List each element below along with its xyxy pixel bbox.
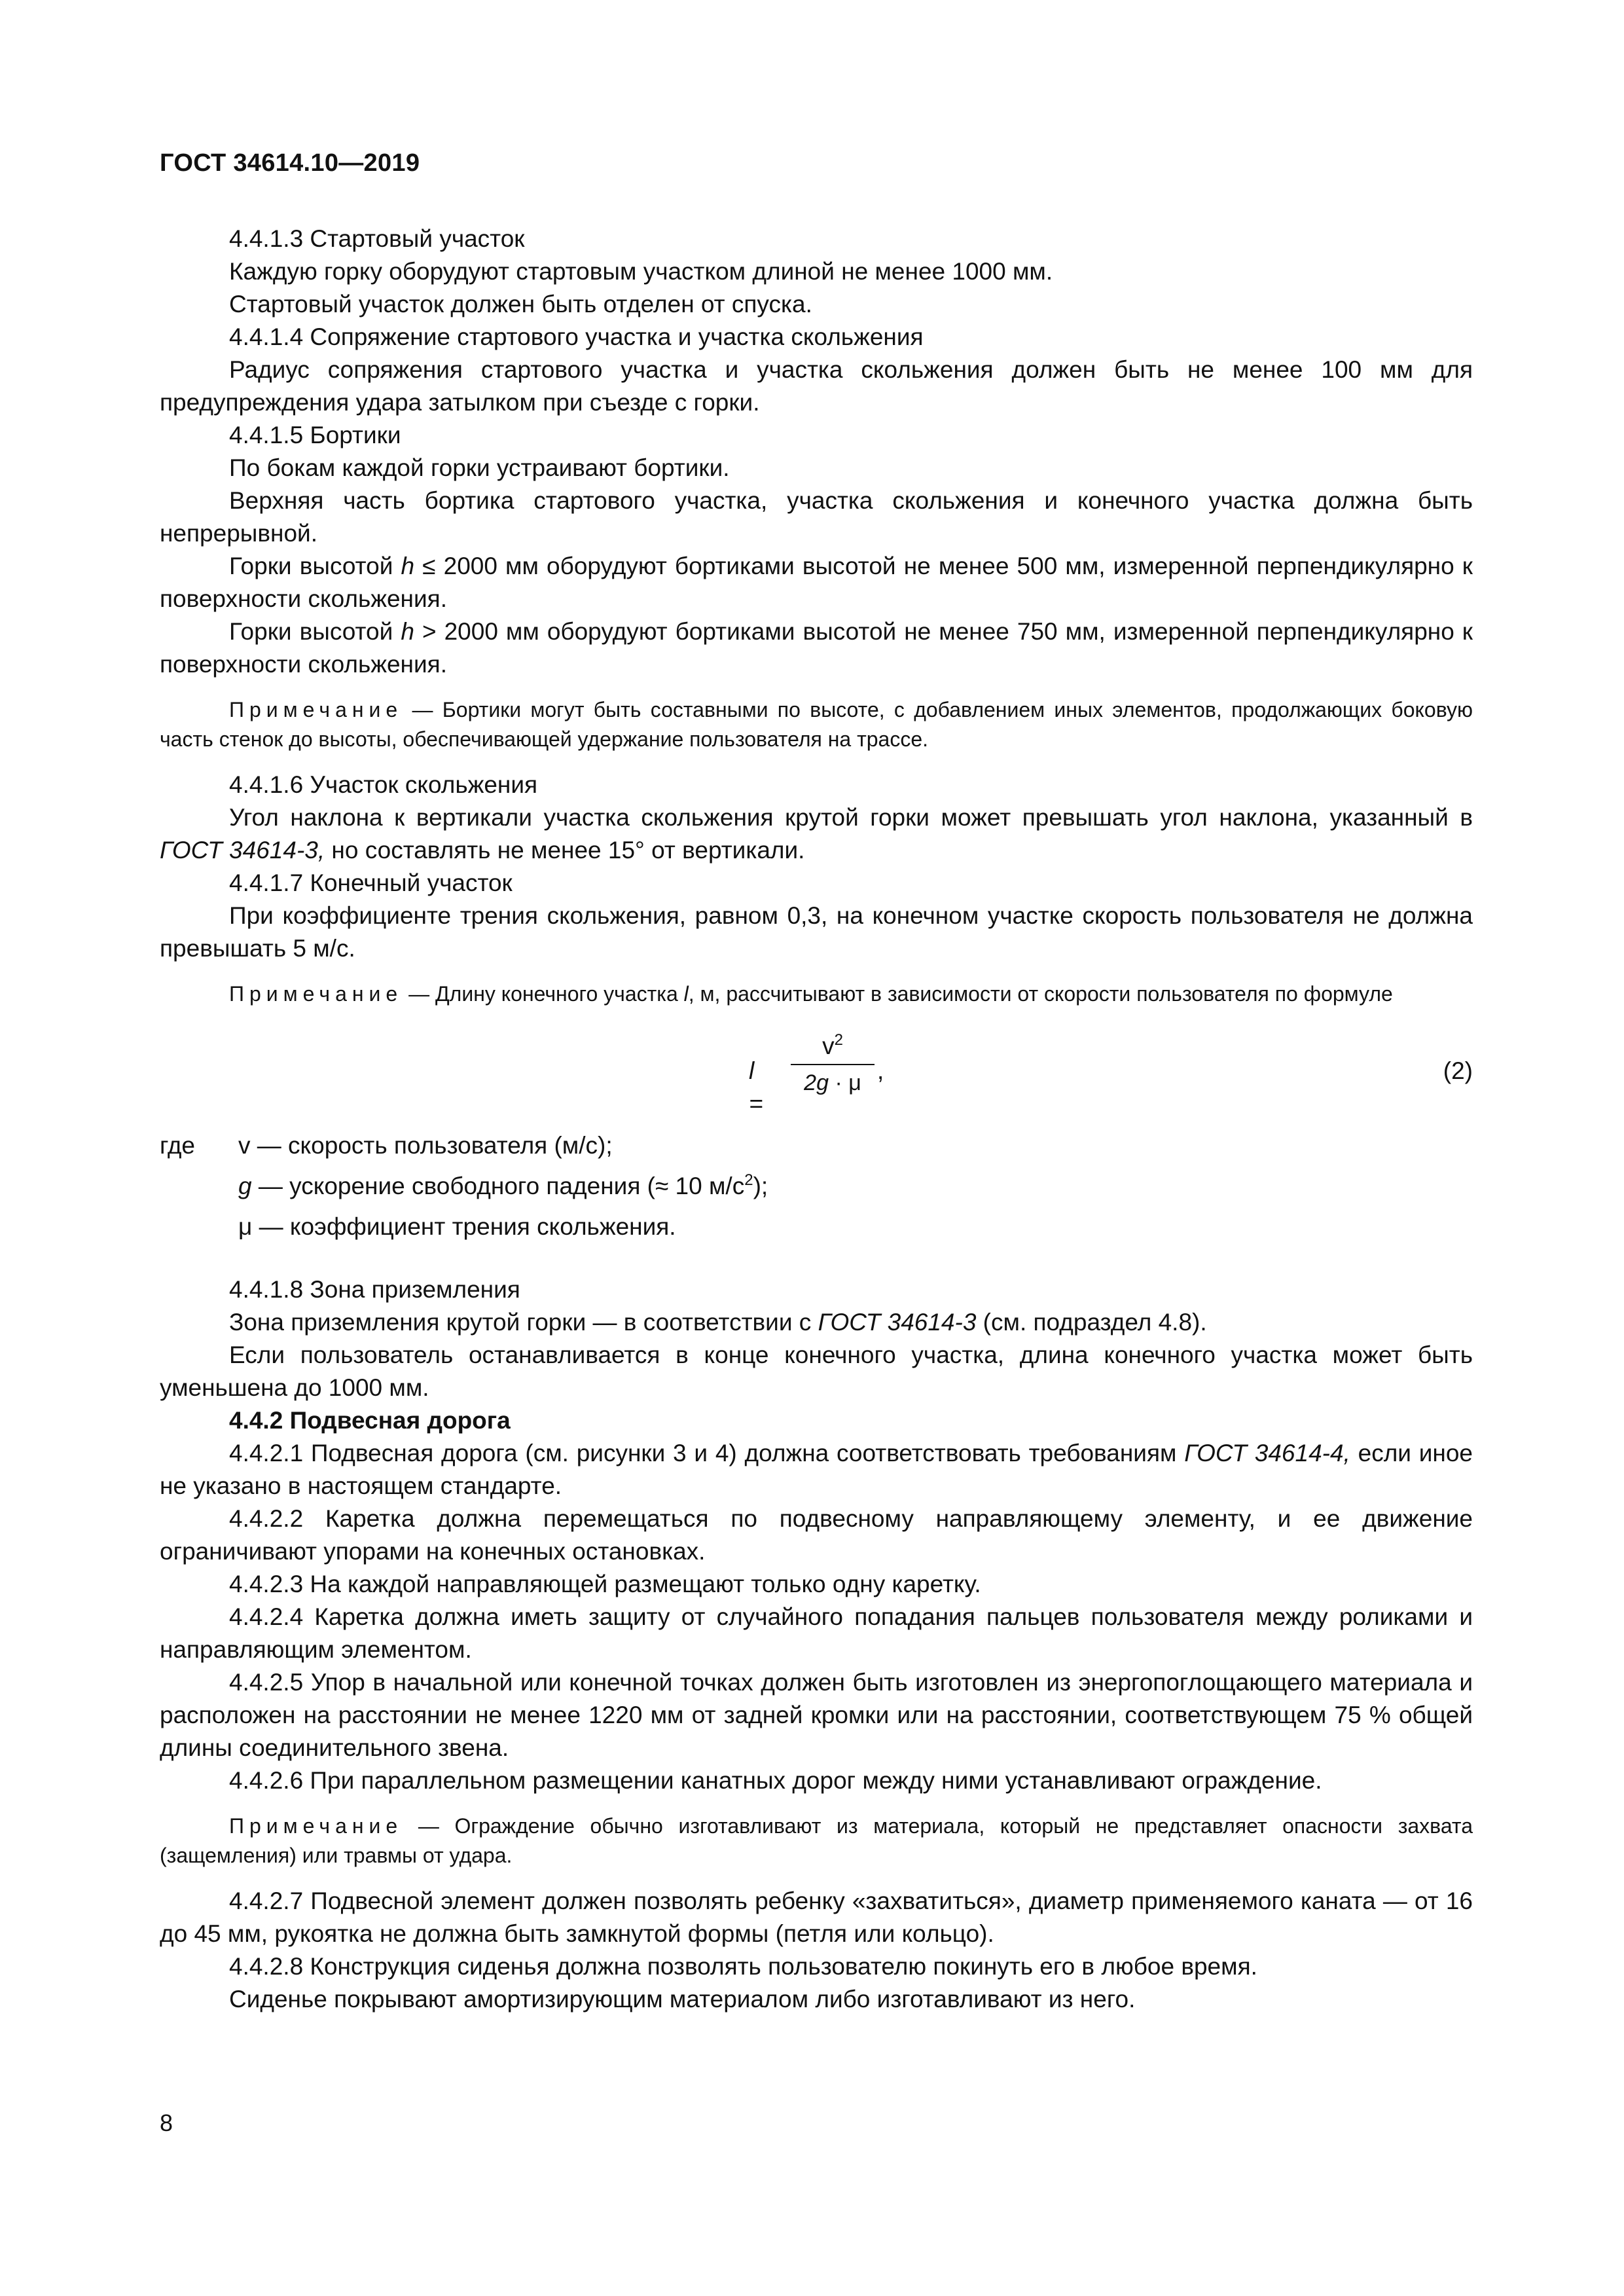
section-title-4-4-1-6: 4.4.1.6 Участок скольжения <box>229 771 538 798</box>
formula-denominator: 2g · μ <box>804 1070 861 1095</box>
paragraph: По бокам каждой горки устраивают бортики. <box>229 454 730 481</box>
paragraph: Угол наклона к вертикали участка скольжения крутой горки может превышать угол наклона, указанный в ГОСТ 34614-3, но составлять не менее 15° от вертикали. <box>160 804 1473 864</box>
document-body <box>160 223 1473 2016</box>
formula-number: (2) <box>1443 1057 1473 1084</box>
section-title-4-4-1-7: 4.4.1.7 Конечный участок <box>229 869 513 896</box>
page-number: 8 <box>160 2109 173 2136</box>
section-title-4-4-1-4: 4.4.1.4 Сопряжение стартового участка и участка скольжения <box>229 323 924 350</box>
standard-reference: ГОСТ 34614-3, <box>160 837 325 864</box>
note: Примечание — Ограждение обычно изготавливают из материала, который не представляет опасности захвата (защемления) или травмы от удара. <box>160 1814 1473 1867</box>
paragraph: 4.4.2.2 Каретка должна перемещаться по подвесному направляющему элементу, и ее движение ограничивают упорами на конечных остановках. <box>160 1505 1473 1565</box>
paragraph: 4.4.2.1 Подвесная дорога (см. рисунки 3 и 4) должна соответствовать требованиям ГОСТ 34614-4, если иное не указано в настоящем стандарте. <box>160 1440 1473 1499</box>
section-title-4-4-2: 4.4.2 Подвесная дорога <box>229 1407 511 1434</box>
paragraph: 4.4.2.6 При параллельном размещении канатных дорог между ними устанавливают ограждение. <box>229 1767 1322 1794</box>
paragraph: Сиденье покрывают амортизирующим материалом либо изготавливают из него. <box>229 1986 1136 2013</box>
paragraph: 4.4.2.4 Каретка должна иметь защиту от случайного попадания пальцев пользователя между роликами и направляющим элементом. <box>160 1603 1473 1663</box>
variable-h: h <box>401 553 415 579</box>
section-title-4-4-1-8: 4.4.1.8 Зона приземления <box>229 1276 520 1303</box>
paragraph: 4.4.2.8 Конструкция сиденья должна позволять пользователю покинуть его в любое время. <box>229 1953 1257 1980</box>
paragraph: Горки высотой h ≤ 2000 мм оборудуют бортиками высотой не менее 500 мм, измеренной перпендикулярно к поверхности скольжения. <box>160 553 1473 612</box>
paragraph: Зона приземления крутой горки — в соответствии с ГОСТ 34614-3 (см. подраздел 4.8). <box>229 1309 1207 1336</box>
note-label: Примечание <box>229 1814 403 1838</box>
standard-reference: ГОСТ 34614-4, <box>1184 1440 1350 1467</box>
paragraph: Каждую горку оборудуют стартовым участком длиной не менее 1000 мм. <box>229 258 1053 285</box>
note-label: Примечание <box>229 698 403 721</box>
section-title-4-4-1-3: 4.4.1.3 Стартовый участок <box>229 225 525 252</box>
formula-numerator: $v^2$ <box>822 1031 843 1059</box>
paragraph: Горки высотой h > 2000 мм оборудуют бортиками высотой не менее 750 мм, измеренной перпендикулярно к поверхности скольжения. <box>160 618 1473 678</box>
legend-label: где <box>160 1132 196 1159</box>
paragraph: Стартовый участок должен быть отделен от спуска. <box>229 291 812 318</box>
paragraph: Верхняя часть бортика стартового участка, участка скольжения и конечного участка должна быть непрерывной. <box>160 487 1473 547</box>
note-label: Примечание <box>229 982 403 1006</box>
standard-reference: ГОСТ 34614-3 <box>818 1309 977 1336</box>
formula-fraction <box>788 1029 877 1101</box>
standard-header: ГОСТ 34614.10—2019 <box>160 149 420 177</box>
note: Примечание — Бортики могут быть составными по высоте, с добавлением иных элементов, продолжающих боковую часть стенок до высоты, обеспечивающей удержание пользователя на трассе. <box>160 698 1473 751</box>
paragraph: Если пользователь останавливается в конце конечного участка, длина конечного участка может быть уменьшена до 1000 мм. <box>160 1341 1473 1401</box>
note: Примечание — Длину конечного участка l, м, рассчитывают в зависимости от скорости пользователя по формуле <box>229 982 1393 1006</box>
legend-row: g — ускорение свободного падения (≈ 10 $м/с^2$); <box>238 1171 768 1199</box>
formula-legend <box>160 1125 1473 1247</box>
section-title-4-4-1-5: 4.4.1.5 Бортики <box>229 422 401 448</box>
legend-row: где v — скорость пользователя (м/с); <box>160 1125 1473 1166</box>
paragraph: 4.4.2.5 Упор в начальной или конечной точках должен быть изготовлен из энергопоглощающего материала и расположен на расстоянии не менее 1220 мм от задней кромки или на расстоянии, соответствующем 75 % общей длины соединительного звена. <box>160 1669 1473 1761</box>
paragraph: 4.4.2.7 Подвесной элемент должен позволять ребенку «захватиться», диаметр применяемого каната — от 16 до 45 мм, рукоятка не должна быть замкнутой формы (петля или кольцо). <box>160 1887 1473 1947</box>
formula-lhs: l = <box>749 1057 763 1117</box>
legend-row: μ — коэффициент трения скольжения. <box>238 1213 676 1240</box>
paragraph: При коэффициенте трения скольжения, равном 0,3, на конечном участке скорость пользователя не должна превышать 5 м/с. <box>160 902 1473 962</box>
formula: l = $v^2$ 2g · μ , (2) <box>160 1023 1473 1121</box>
paragraph: Радиус сопряжения стартового участка и участка скольжения должен быть не менее 100 мм для предупреждения удара затылком при съезде с горки. <box>160 356 1473 416</box>
paragraph: 4.4.2.3 На каждой направляющей размещают только одну каретку. <box>229 1571 981 1597</box>
variable-h: h <box>401 618 414 645</box>
